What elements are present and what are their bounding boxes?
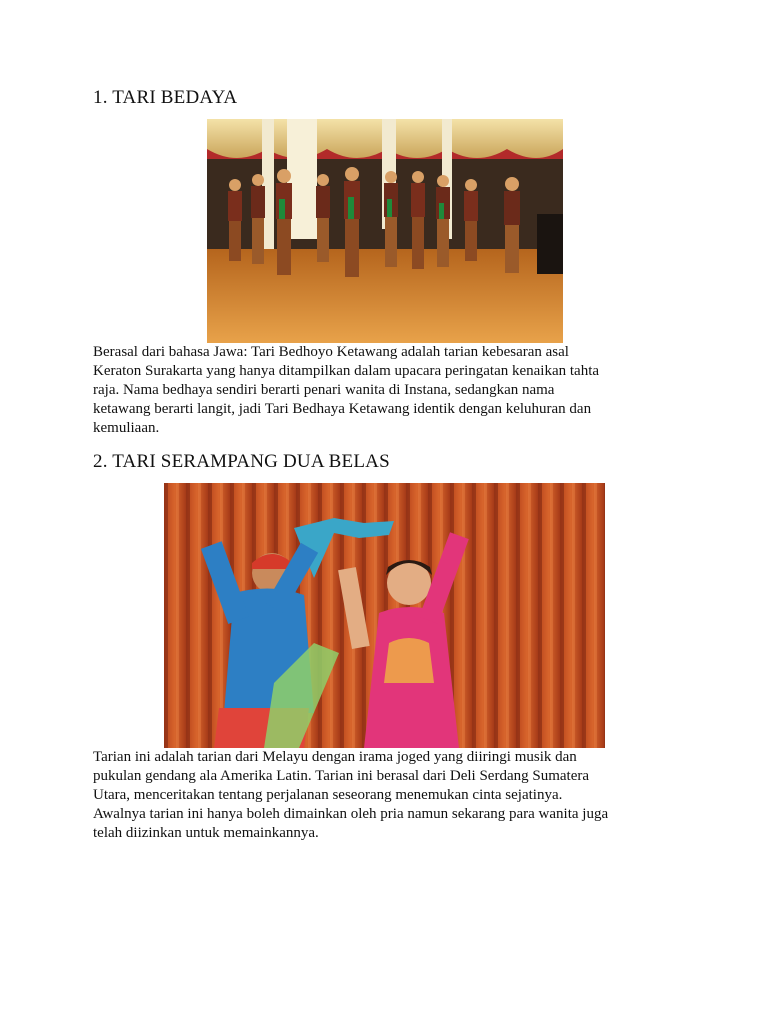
text-line: pukulan gendang ala Amerika Latin. Tarian ini berasal dari Deli Serdang Sumatera (93, 768, 590, 784)
section-2-heading: 2. TARI SERAMPANG DUA BELAS (93, 451, 390, 472)
text-line: kemuliaan. (93, 420, 160, 436)
text-line: Awalnya tarian ini hanya boleh dimainkan oleh pria namun sekarang para wanita juga (93, 806, 609, 822)
serampang-dua-belas-photo (164, 483, 605, 748)
text-line: Tarian ini adalah tarian dari Melayu dengan irama joged yang diiringi musik dan (93, 749, 577, 765)
text-line: ketawang berarti langit, jadi Tari Bedhaya Ketawang identik dengan keluhuran dan (93, 401, 592, 417)
section-1-paragraph (93, 343, 683, 438)
text-line: Utara, menceritakan tentang perjalanan seseorang menemukan cinta sejatinya. (93, 787, 563, 803)
text-line: Berasal dari bahasa Jawa: Tari Bedhoyo Ketawang adalah tarian kebesaran asal (93, 344, 569, 360)
bedaya-dance-photo (207, 119, 563, 343)
section-1-heading: 1. TARI BEDAYA (93, 87, 238, 108)
text-line: telah diizinkan untuk memainkannya. (93, 825, 319, 841)
text-line: Keraton Surakarta yang hanya ditampilkan dalam upacara peringatan kenaikan tahta (93, 363, 600, 379)
text-line: raja. Nama bedhaya sendiri berarti penari wanita di Instana, sedangkan nama (93, 382, 555, 398)
section-2-paragraph (93, 748, 683, 843)
